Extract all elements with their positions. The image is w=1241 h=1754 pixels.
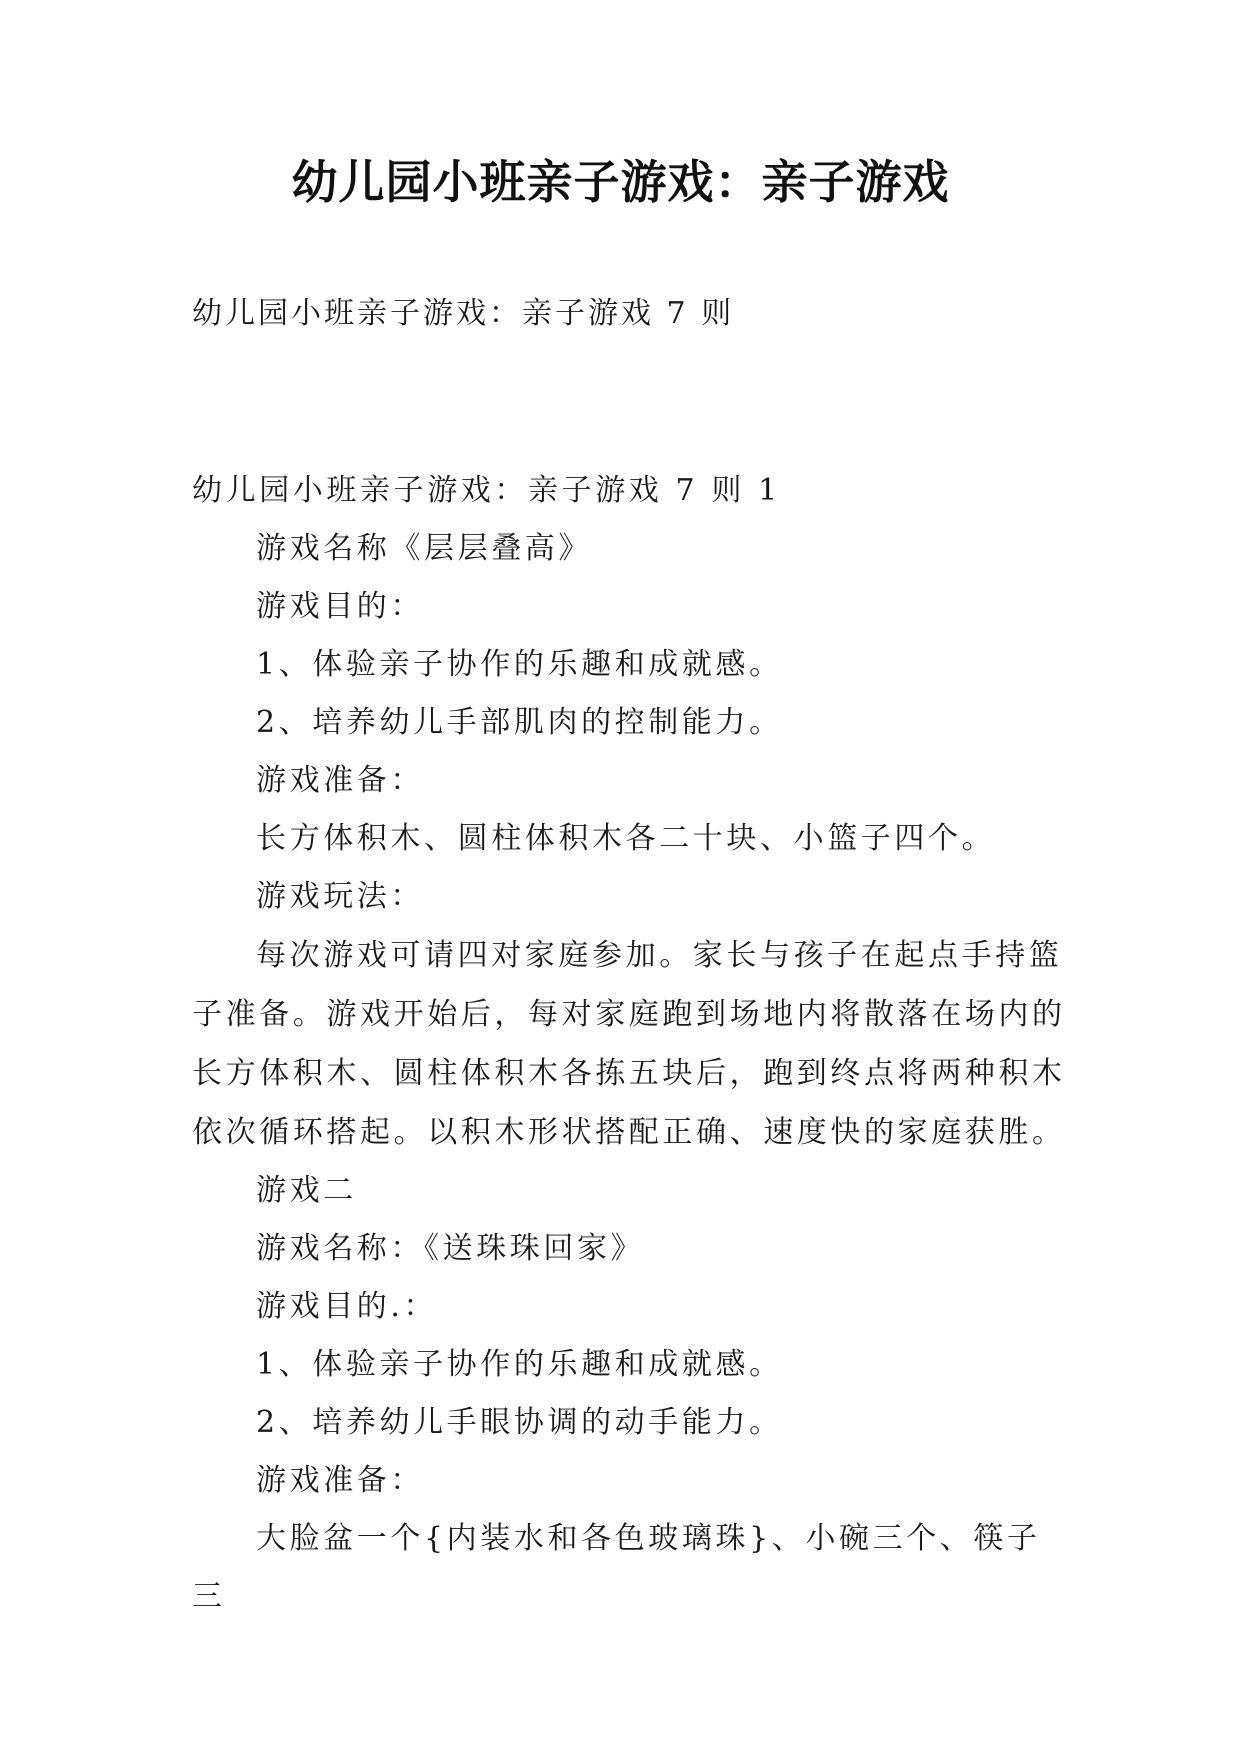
prep-text: 大脸盆一个{内装水和各色玻璃珠}、小碗三个、筷子三 (192, 1521, 1041, 1614)
prep-text: 长方体积木、圆柱体积木各二十块、小篮子四个。 (256, 821, 996, 856)
game-two-heading: 游戏二 (256, 1173, 357, 1208)
document-title: 幼儿园小班亲子游戏：亲子游戏 (291, 155, 950, 209)
goal-item: 1、体验亲子协作的乐趣和成就感。 (256, 1347, 783, 1382)
play-heading: 游戏玩法： (256, 879, 424, 914)
section-heading: 幼儿园小班亲子游戏：亲子游戏 7 则 1 (192, 473, 781, 508)
goal-heading: 游戏目的.： (256, 1289, 438, 1324)
game-name: 游戏名称《层层叠高》 (256, 531, 592, 566)
game-name: 游戏名称：《送珠珠回家》 (256, 1231, 645, 1266)
prep-heading: 游戏准备： (256, 1463, 424, 1498)
goal-heading: 游戏目的： (256, 589, 424, 624)
goal-item: 2、培养幼儿手眼协调的动手能力。 (256, 1405, 783, 1440)
play-paragraph: 每次游戏可请四对家庭参加。家长与孩子在起点手持篮子准备。游戏开始后，每对家庭跑到场地内将散落在场内的长方体积木、圆柱体积木各拣五块后，跑到终点将两种积木依次循环搭起。以积木形状搭配正确、速度快的家庭获胜。 (192, 938, 1066, 1150)
prep-heading: 游戏准备： (256, 763, 424, 798)
goal-item: 2、培养幼儿手部肌肉的控制能力。 (256, 705, 783, 740)
document-subtitle: 幼儿园小班亲子游戏：亲子游戏 7 则 (192, 296, 735, 331)
goal-item: 1、体验亲子协作的乐趣和成就感。 (256, 647, 783, 682)
document-body (192, 462, 1072, 1626)
